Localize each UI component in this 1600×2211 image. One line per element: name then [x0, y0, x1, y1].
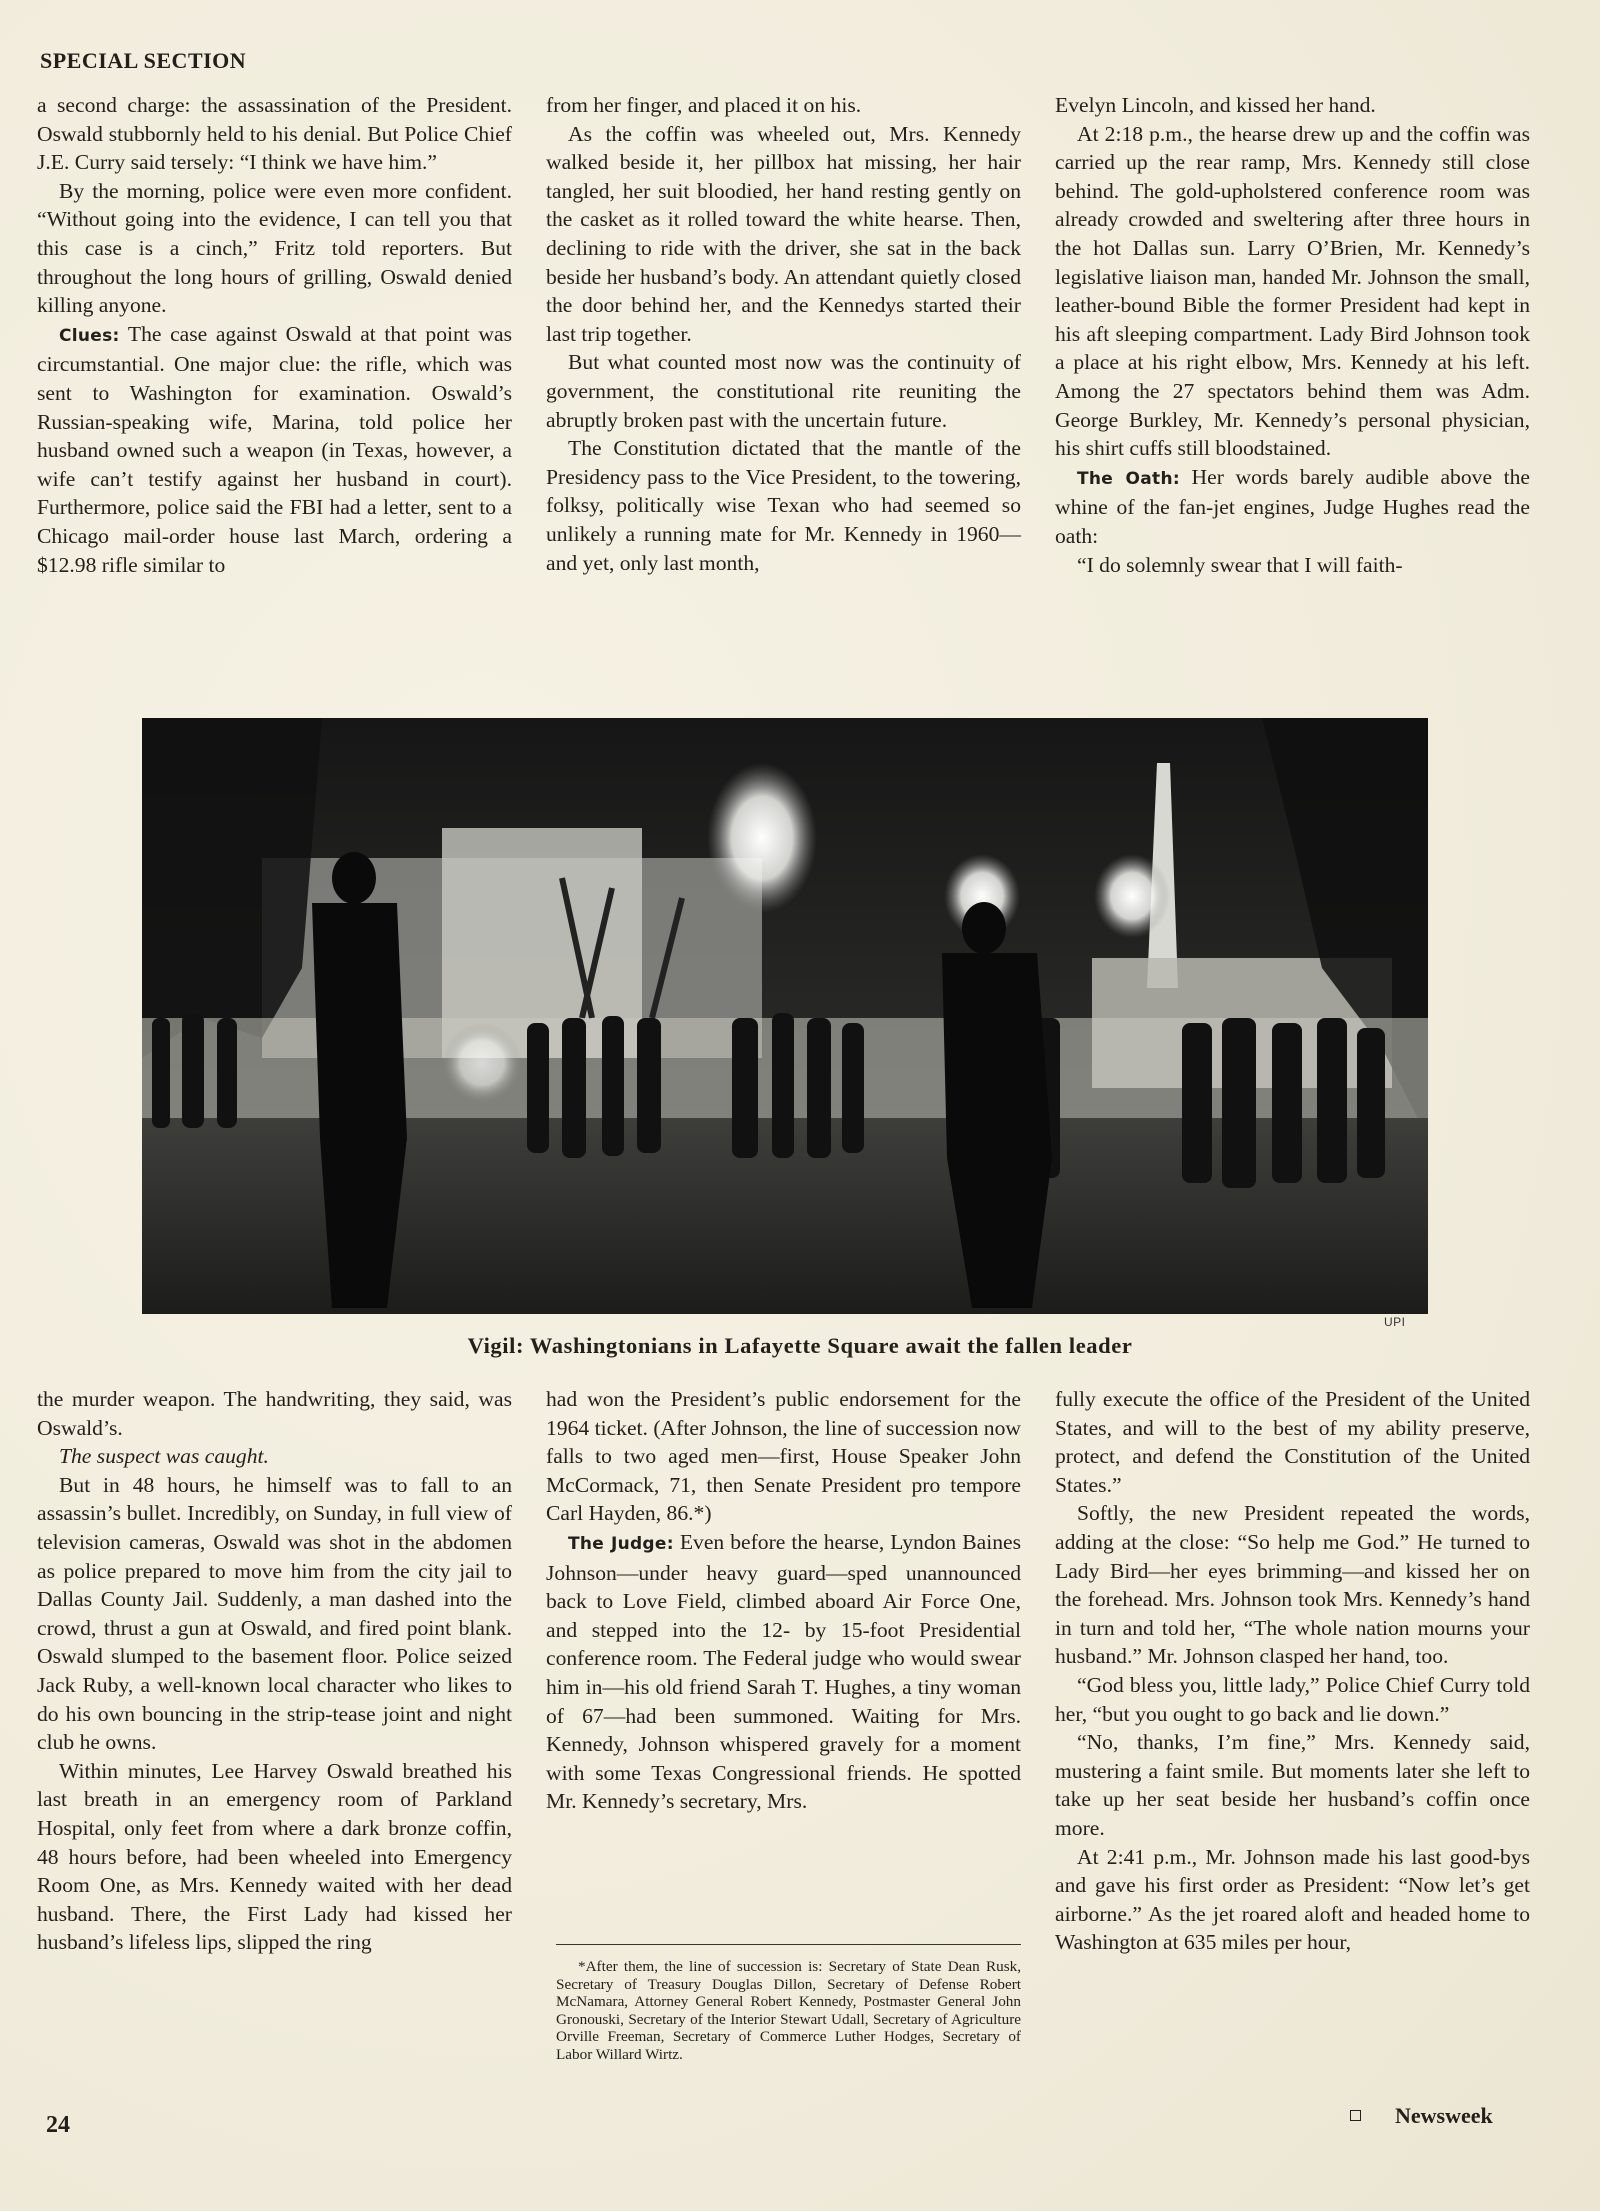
subhead-judge: The Judge: — [568, 1533, 674, 1554]
column-2-bottom — [546, 1385, 1021, 1816]
footnote — [556, 1958, 1021, 2064]
italic-text: The suspect was caught. — [59, 1444, 269, 1469]
page-number: 24 — [46, 2112, 70, 2138]
subhead-clues: Clues: — [59, 325, 120, 346]
paragraph: Evelyn Lincoln, and kissed her hand. — [1055, 93, 1376, 117]
footnote-divider — [556, 1944, 1021, 1945]
paragraph: “I do solemnly swear that I will faith- — [1077, 552, 1403, 577]
paragraph: At 2:41 p.m., Mr. Johnson made his last good-bys and gave his first order as President: “Now let’s get airborne.” As the jet roared aloft and headed home to Washington at 635 miles per hour, — [1055, 1844, 1530, 1955]
column-1-bottom — [37, 1385, 512, 1957]
column-3-bottom — [1055, 1385, 1530, 1957]
paragraph: a second charge: the assassination of the President. Oswald stubbornly held to his denial. But Police Chief J.E. Curry said tersely: “I think we have him.” — [37, 93, 512, 175]
subhead-oath: The Oath: — [1077, 468, 1180, 489]
photo-illustration — [142, 718, 1428, 1314]
paragraph: Within minutes, Lee Harvey Oswald breathed his last breath in an emergency room of Parkland Hospital, only feet from where a dark bronze coffin, 48 hours before, had been wheeled into Emergency Room One, as Mrs. Kennedy waited with her dead husband. There, the First Lady had kissed her husband’s lifeless lips, slipped the ring — [37, 1758, 512, 1955]
paragraph: But what counted most now was the continuity of government, the constitutional rite reuniting the abruptly broken past with the uncertain future. — [546, 350, 1021, 432]
paragraph-text: Even before the hearse, Lyndon Baines Johnson—under heavy guard—sped unannounced back to Love Field, climbed aboard Air Force One, and stepped into the 12- by 15-foot Presidential conference room. The Federal judge who would swear him in—his old friend Sarah T. Hughes, a tiny woman of 67—had been summoned. Waiting for Mrs. Kennedy, Johnson whispered gravely for a moment with some Texas Congressional friends. He spotted Mr. Kennedy’s secretary, Mrs. — [546, 1529, 1021, 1814]
street-light-glow — [707, 763, 817, 913]
paragraph: fully execute the office of the President of the United States, and will to the best of my ability preserve, protect, and defend the Constitution of the United States.” — [1055, 1387, 1530, 1497]
column-1-top — [37, 91, 512, 579]
italic-line — [37, 1442, 512, 1471]
paragraph: At 2:18 p.m., the hearse drew up and the coffin was carried up the rear ramp, Mrs. Kennedy still close behind. The gold-upholstered conference room was already crowded and sweltering after three hours in the hot Dallas sun. Larry O’Brien, Mr. Kennedy’s legislative liaison man, handed Mr. Johnson the small, leather-bound Bible the former President had kept in his aft sleeping compartment. Lady Bird Johnson took a place at his right elbow, Mrs. Kennedy at his left. Among the 27 spectators behind them was Adm. George Burkley, Mr. Kennedy’s personal physician, his shirt cuffs still bloodstained. — [1055, 121, 1530, 461]
street-light-glow — [442, 1023, 522, 1103]
photo-caption: Vigil: Washingtonians in Lafayette Square await the fallen leader — [467, 1333, 1133, 1358]
paragraph: Softly, the new President repeated the words, adding at the close: “So help me God.” He turned to Lady Bird—her eyes brimming—and kissed her on the forehead. Mrs. Johnson took Mrs. Kennedy’s hand in turn and told her, “The whole nation mourns your husband.” Mr. Johnson clasped her hand, too. — [1055, 1501, 1530, 1669]
paragraph: As the coffin was wheeled out, Mrs. Kennedy walked beside it, her pillbox hat missing, her hair tangled, her suit bloodied, her hand resting gently on the casket as it rolled toward the white hearse. Then, declining to ride with the driver, she sat in the back beside her husband’s body. An attendant quietly closed the door behind her, and the Kennedys started their last trip together. — [546, 121, 1021, 346]
column-2-top — [546, 91, 1021, 577]
paragraph: had won the President’s public endorsement for the 1964 ticket. (After Johnson, the line of succession now falls to two aged men—first, House Speaker John McCormack, 71, then Senate President pro tempore Carl Hayden, 86.*) — [546, 1387, 1021, 1526]
publication-name: Newsweek — [1395, 2103, 1493, 2128]
footnote-text: *After them, the line of succession is: Secretary of State Dean Rusk, Secretary of Treasury Douglas Dillon, Secretary of Defense Robert McNamara, Attorney General Robert Kennedy, Postmaster General John Gronouski, Secretary of the Interior Stewart Udall, Secretary of Agriculture Orville Freeman, Secretary of Commerce Luther Hodges, Secretary of Labor Willard Wirtz. — [556, 1958, 1021, 2063]
paragraph: “No, thanks, I’m fine,” Mrs. Kennedy said, mustering a faint smile. But moments later she left to take up her seat beside her husband’s coffin once more. — [1055, 1730, 1530, 1840]
paragraph-oath — [1055, 463, 1530, 551]
paragraph: from her finger, and placed it on his. — [546, 93, 862, 117]
paragraph-judge — [546, 1528, 1021, 1816]
paragraph-text: The case against Oswald at that point was circumstantial. One major clue: the rifle, which was sent to Washington for examination. Oswald’s Russian-speaking wife, Marina, told police her husband owned such a weapon (in Texas, however, a wife can’t testify against her husband in court). Furthermore, police said the FBI had a letter, sent to a Chicago mail-order house last March, ordering a $12.98 rifle similar to — [37, 321, 512, 577]
paragraph: By the morning, police were even more confident. “Without going into the evidence, I can tell you that this case is a cinch,” Fritz told reporters. But throughout the long hours of grilling, Oswald denied killing anyone. — [37, 178, 512, 318]
paragraph: The Constitution dictated that the mantle of the Presidency pass to the Vice President, to the towering, folksy, politically wise Texan who had seemed so unlikely a running mate for Mr. Kennedy in 1960—and yet, only last month, — [546, 436, 1021, 575]
square-bullet-icon — [1350, 2110, 1361, 2121]
paragraph: the murder weapon. The handwriting, they said, was Oswald’s. — [37, 1387, 512, 1440]
photo-credit: UPI — [1384, 1315, 1406, 1329]
paragraph-text: Her words barely audible above the whine of the fan-jet engines, Judge Hughes read the oath: — [1055, 464, 1530, 548]
news-photo-vigil — [142, 718, 1428, 1314]
paragraph: But in 48 hours, he himself was to fall to an assassin’s bullet. Incredibly, on Sunday, in full view of television cameras, Oswald was shot in the abdomen as police prepared to move him from the city jail to Dallas County Jail. Suddenly, a man dashed into the crowd, thrust a gun at Oswald, and fired point blank. Oswald slumped to the basement floor. Police seized Jack Ruby, a well-known local character who likes to do his own bouncing in the strip-tease joint and night club he owns. — [37, 1472, 512, 1755]
section-header: SPECIAL SECTION — [40, 48, 247, 73]
street-light-glow — [1094, 854, 1170, 938]
column-3-top — [1055, 91, 1530, 579]
paragraph: “God bless you, little lady,” Police Chief Curry told her, “but you ought to go back and lie down.” — [1055, 1672, 1530, 1726]
paragraph-clues — [37, 320, 512, 579]
publication-footer — [1350, 2103, 1493, 2129]
